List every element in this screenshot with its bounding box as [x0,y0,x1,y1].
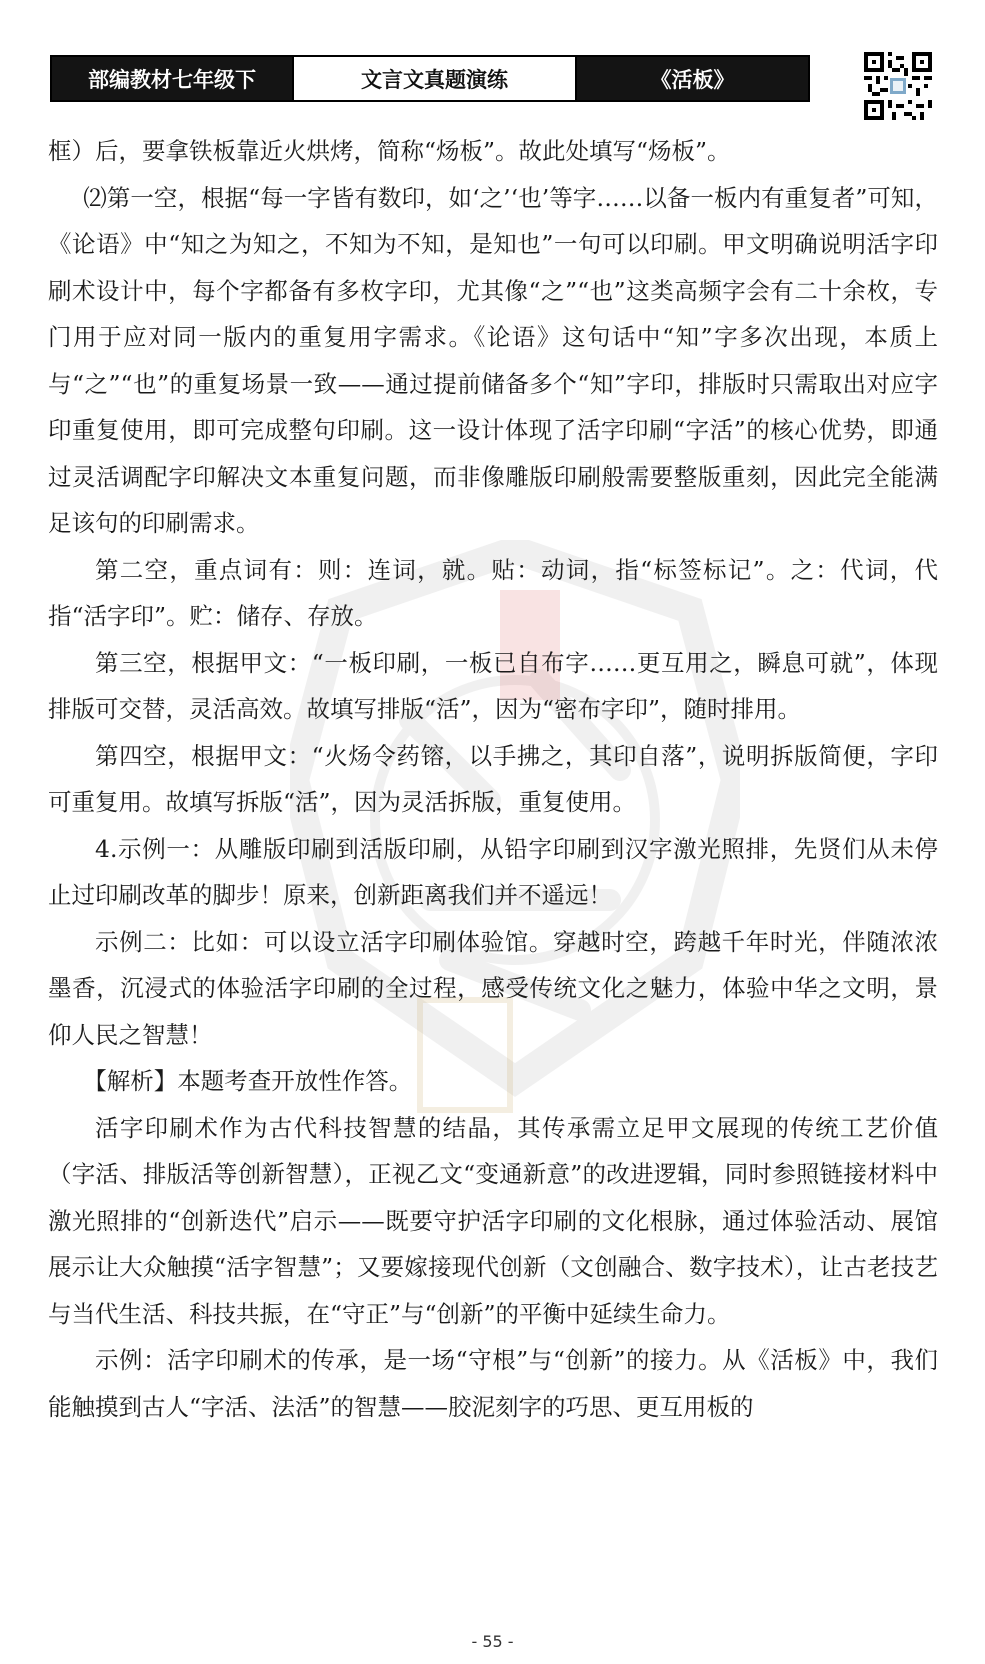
paragraph-example-1: 4.示例一：从雕版印刷到活版印刷，从铅字印刷到汉字激光照排，先贤们从未停止过印刷改革的脚步！原来，创新距离我们并不遥远！ [48,834,938,909]
paragraph-continuation: 框）后，要拿铁板靠近火烘烤，简称“炀板”。故此处填写“炀板”。 [48,137,731,165]
paragraph-blank-1: ⑵第一空，根据“每一字皆有数印，如‘之’‘也’等字……以备一板内有重复者”可知，《论语》中“知之为知之，不知为不知，是知也”一句可以印刷。甲文明确说明活字印刷术设计中，每个字都备有多枚字印，尤其像“之”“也”这类高频字会有二十余枚，专门用于应对同一版内的重复用字需求。《论语》这句话中“知”字多次出现，本质上与“之”“也”的重复场景一致——通过提前储备多个“知”字印，排版时只需取出对应字印重复使用，即可完成整句印刷。这一设计体现了活字印刷“字活”的核心优势，即通过灵活调配字印解决文本重复问题，而非像雕版印刷般需要整版重刻，因此完全能满足该句的印刷需求。 [48,183,938,537]
header-grade: 部编教材七年级下 [52,57,292,100]
paragraph-analysis: 活字印刷术作为古代科技智慧的结晶，其传承需立足甲文展现的传统工艺价值（字活、排版活等创新智慧），正视乙文“变通新意”的改进逻辑，同时参照链接材料中激光照排的“创新迭代”启示——既要守护活字印刷的文化根脉，通过体验活动、展馆展示让大众触摸“活字智慧”；又要嫁接现代创新（文创融合、数字技术），让古老技艺与当代生活、科技共振，在“守正”与“创新”的平衡中延续生命力。 [48,1113,938,1328]
paragraph-blank-4: 第四空，根据甲文：“火炀令药镕，以手拂之，其印自落”，说明拆版简便，字印可重复用。故填写拆版“活”，因为灵活拆版，重复使用。 [48,741,938,816]
header-lesson: 《活板》 [577,57,808,100]
document-body [48,128,938,1430]
page-header [50,55,810,102]
header-category: 文言文真题演练 [292,57,577,100]
paragraph-example-2: 示例二：比如：可以设立活字印刷体验馆。穿越时空，跨越千年时光，伴随浓浓墨香，沉浸式的体验活字印刷的全过程，感受传统文化之魅力，体验中华之文明，景仰人民之智慧！ [48,927,938,1049]
paragraph-blank-2: 第二空，重点词有：则：连词，就。贴：动词，指“标签标记”。之：代词，代指“活字印”。贮：储存、存放。 [48,555,938,630]
paragraph-analysis-heading: 【解析】本题考查开放性作答。 [83,1067,413,1095]
qr-code-icon [864,52,932,120]
paragraph-example-final: 示例：活字印刷术的传承，是一场“守根”与“创新”的接力。从《活板》中，我们能触摸到古人“字活、法活”的智慧——胶泥刻字的巧思、更互用板的 [48,1346,938,1421]
paragraph-blank-3: 第三空，根据甲文：“一板印刷，一板已自布字……更互用之，瞬息可就”，体现排版可交替，灵活高效。故填写排版“活”，因为“密布字印”，随时排用。 [48,648,938,723]
page-number: - 55 - [471,1632,514,1651]
